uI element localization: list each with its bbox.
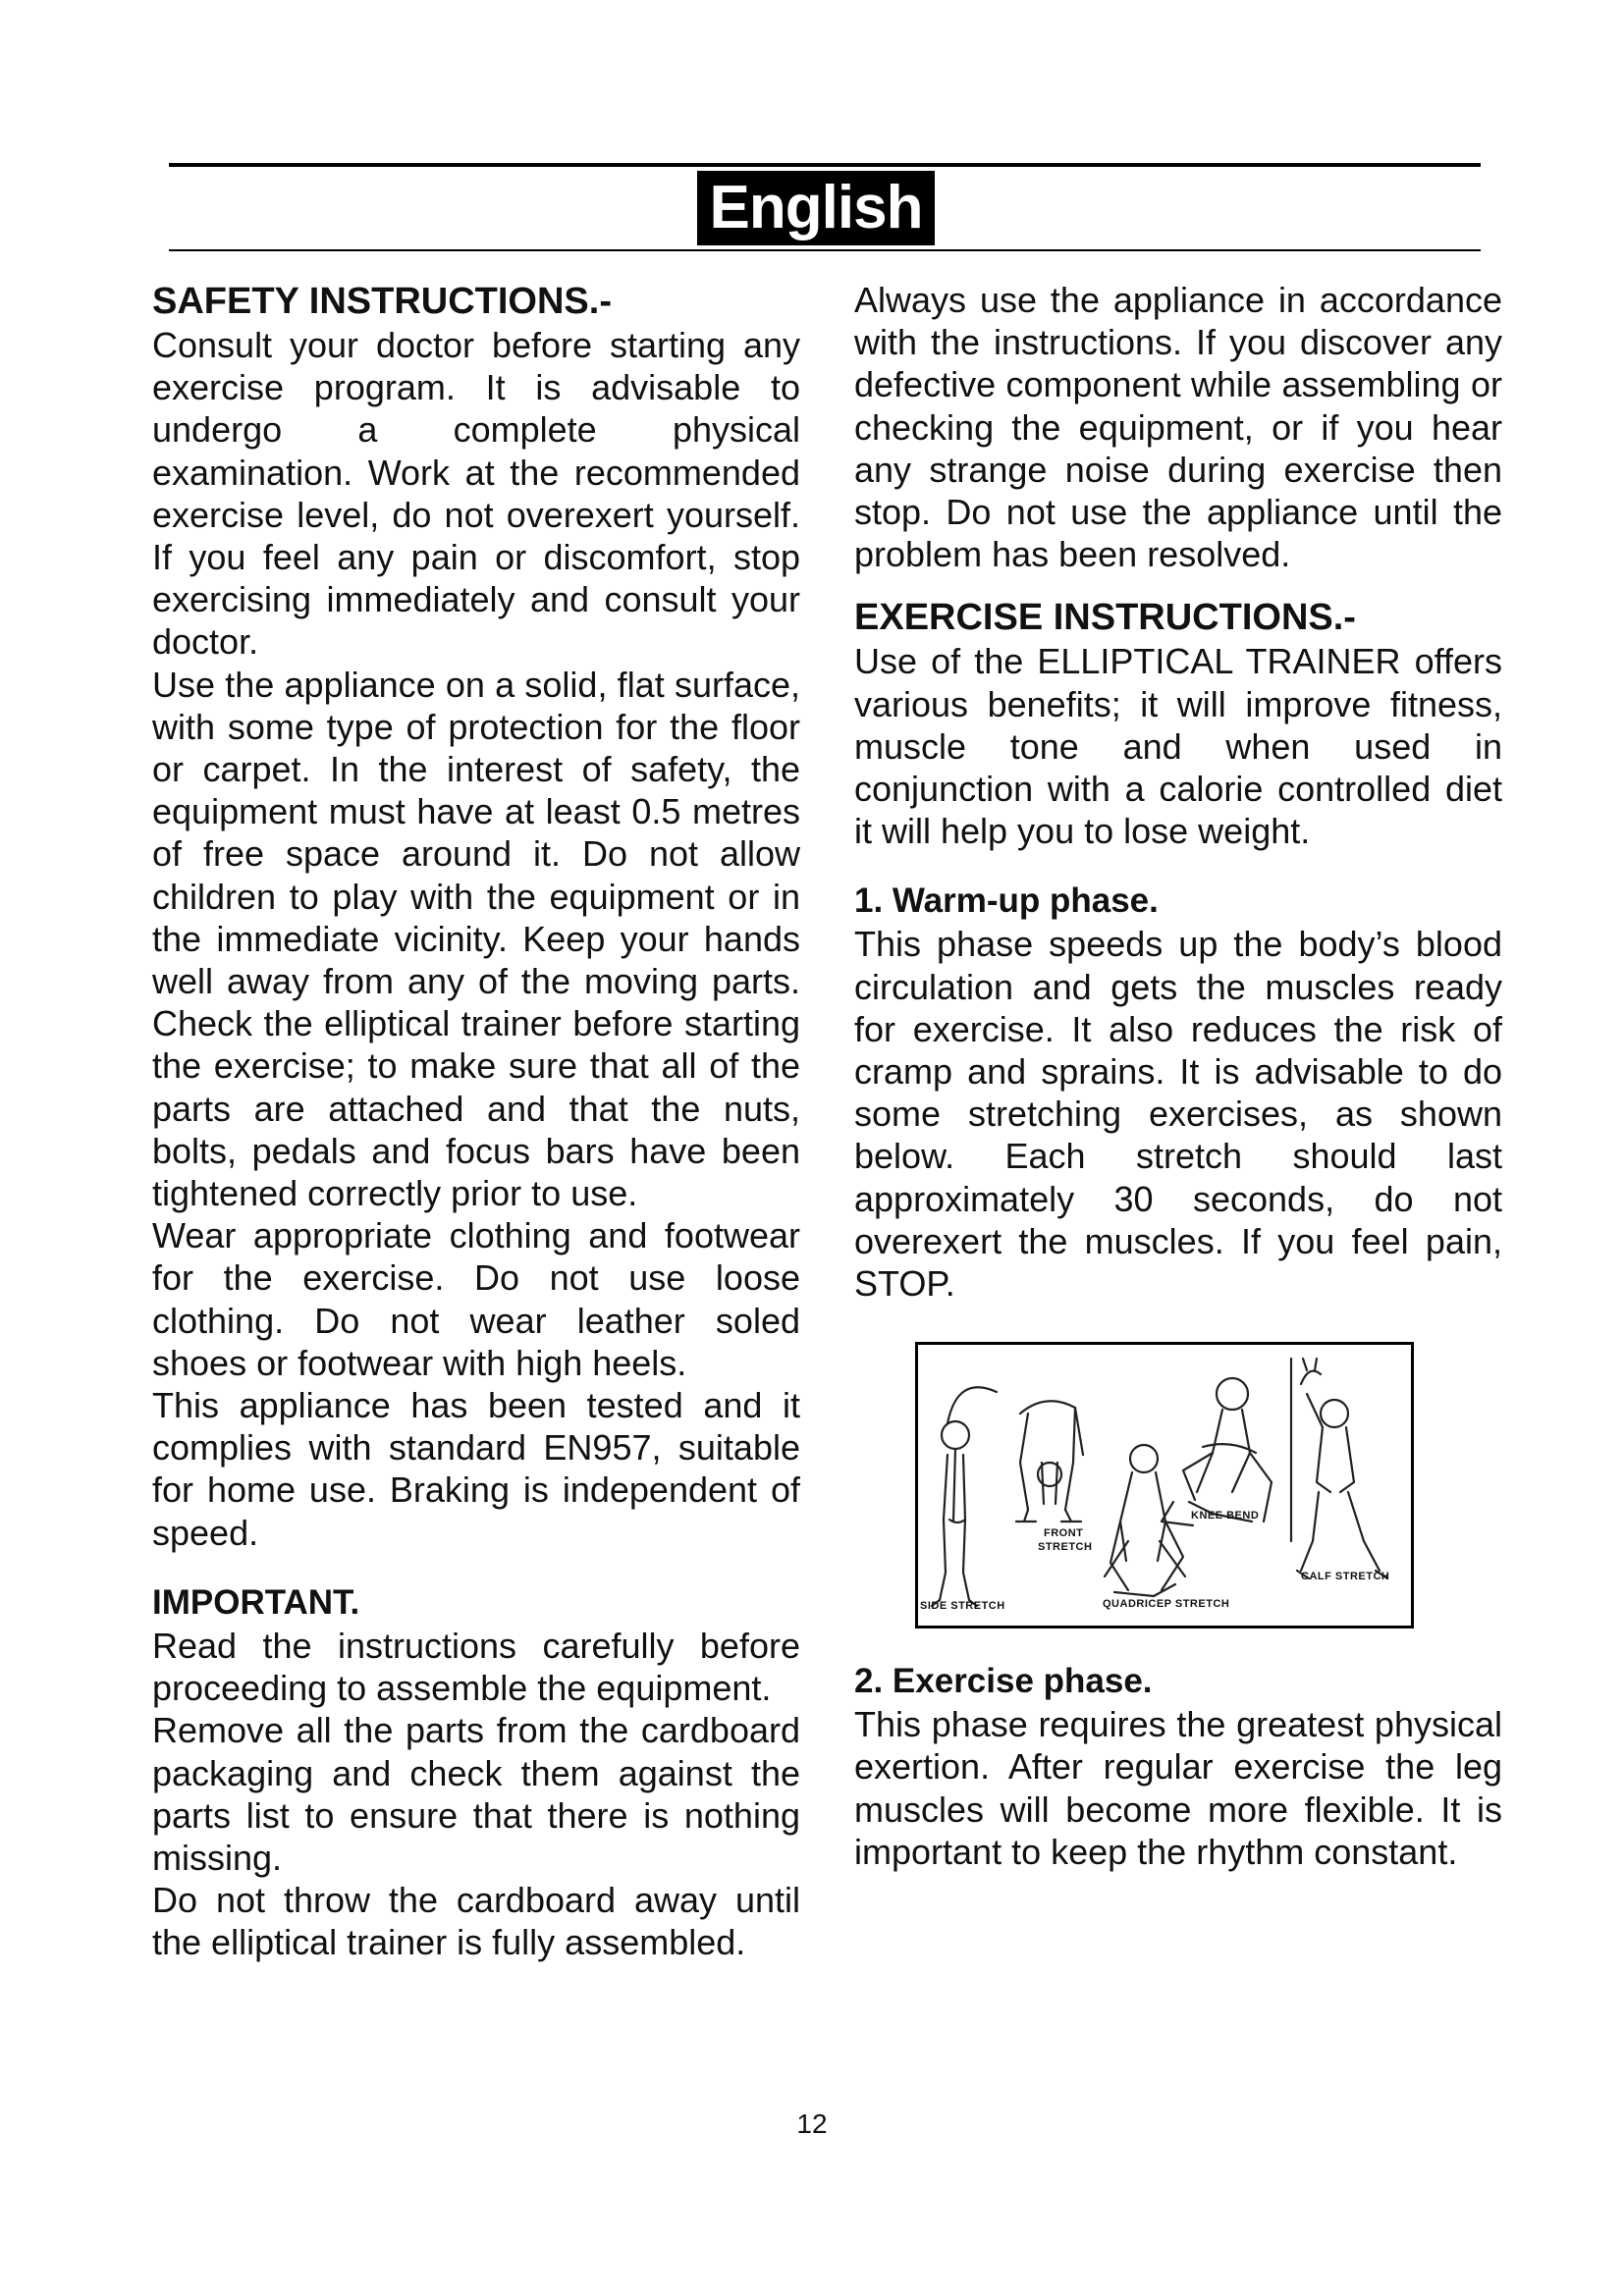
safety-paragraph: Use the appliance on a solid, flat surface, with some type of protection for the floor or carpet. In the interest of safety, the equipment must have at least 0.5 metres of free space around it. Do not allow children to play with the equipment or in the immediate vicinity. Keep your hands well away from any of the moving parts. Check the elliptical trainer before starting the exercise; to make sure that all of the parts are attached and that the nuts, bolts, pedals and focus bars have been tightened correctly prior to use. (152, 664, 800, 1214)
intro-paragraph: Always use the appliance in accordance with the instructions. If you discover any defective component while assembling or checking the equipment, or if you hear any strange noise during exercise then stop. Do not use the appliance until the problem has been resolved. (854, 280, 1502, 575)
important-paragraph: Do not throw the cardboard away until the elliptical trainer is fully assembled. (152, 1880, 800, 1963)
stretching-figure (915, 1342, 1414, 1629)
side-stretch-figure (932, 1388, 997, 1607)
important-heading: IMPORTANT. (152, 1582, 360, 1622)
warmup-heading: 1. Warm-up phase. (854, 881, 1159, 921)
safety-paragraph: Consult your doctor before starting any exercise program. It is advisable to undergo a complete physical examination. Work at the recommended exercise level, do not overexert yourself. If you feel any pain or discomfort, stop exercising immediately and consult your doctor. (152, 325, 800, 663)
left-column (152, 279, 800, 1964)
important-paragraph: Remove all the parts from the cardboard packaging and check them against the parts list to ensure that there is nothing missing. (152, 1710, 800, 1878)
caption-knee-bend: KNEE BEND (1191, 1510, 1260, 1522)
header-rule-bottom (169, 249, 1481, 251)
page-number: 12 (796, 2109, 828, 2139)
caption-quadricep-stretch: QUADRICEP STRETCH (1103, 1598, 1230, 1611)
important-paragraph: Read the instructions carefully before proceeding to assemble the equipment. (152, 1625, 800, 1709)
calf-stretch-figure (1291, 1359, 1387, 1578)
exercise-paragraph: Use of the ELLIPTICAL TRAINER offers various benefits; it will improve fitness, muscle tone and when used in conjunction with a calorie controlled diet it will help you to lose weight. (854, 641, 1502, 852)
right-column (854, 279, 1502, 1873)
exercise-heading: EXERCISE INSTRUCTIONS.- (854, 597, 1356, 639)
safety-paragraph: This appliance has been tested and it complies with standard EN957, suitable for home use. Braking is independent of speed. (152, 1385, 800, 1553)
front-stretch-figure (1016, 1402, 1083, 1522)
warmup-paragraph: This phase speeds up the body’s blood circulation and gets the muscles ready for exercise. It also reduces the risk of cramp and sprains. It is advisable to do some stretching exercises, as shown below. Each stretch should last approximately 30 seconds, do not overexert the muscles. If you feel pain, STOP. (854, 924, 1502, 1305)
caption-front-stretch-1: FRONT (1044, 1527, 1084, 1540)
safety-paragraph: Wear appropriate clothing and footwear for the exercise. Do not use loose clothing. Do not wear leather soled shoes or footwear with high heels. (152, 1215, 800, 1383)
language-badge: English (697, 171, 935, 245)
knee-bend-figure (1162, 1378, 1272, 1525)
quadricep-stretch-figure (1105, 1445, 1185, 1596)
caption-front-stretch-2: STRETCH (1038, 1541, 1093, 1554)
safety-heading: SAFETY INSTRUCTIONS.- (152, 281, 612, 322)
header-rule-top (169, 163, 1481, 167)
exercise-phase-paragraph: This phase requires the greatest physical exertion. After regular exercise the leg muscles will become more flexible. It is important to keep the rhythm constant. (854, 1704, 1502, 1872)
exercise-phase-heading: 2. Exercise phase. (854, 1662, 1153, 1701)
caption-side-stretch: SIDE STRETCH (920, 1600, 1005, 1613)
stretching-illustration (918, 1345, 1411, 1626)
caption-calf-stretch: CALF STRETCH (1301, 1571, 1390, 1583)
